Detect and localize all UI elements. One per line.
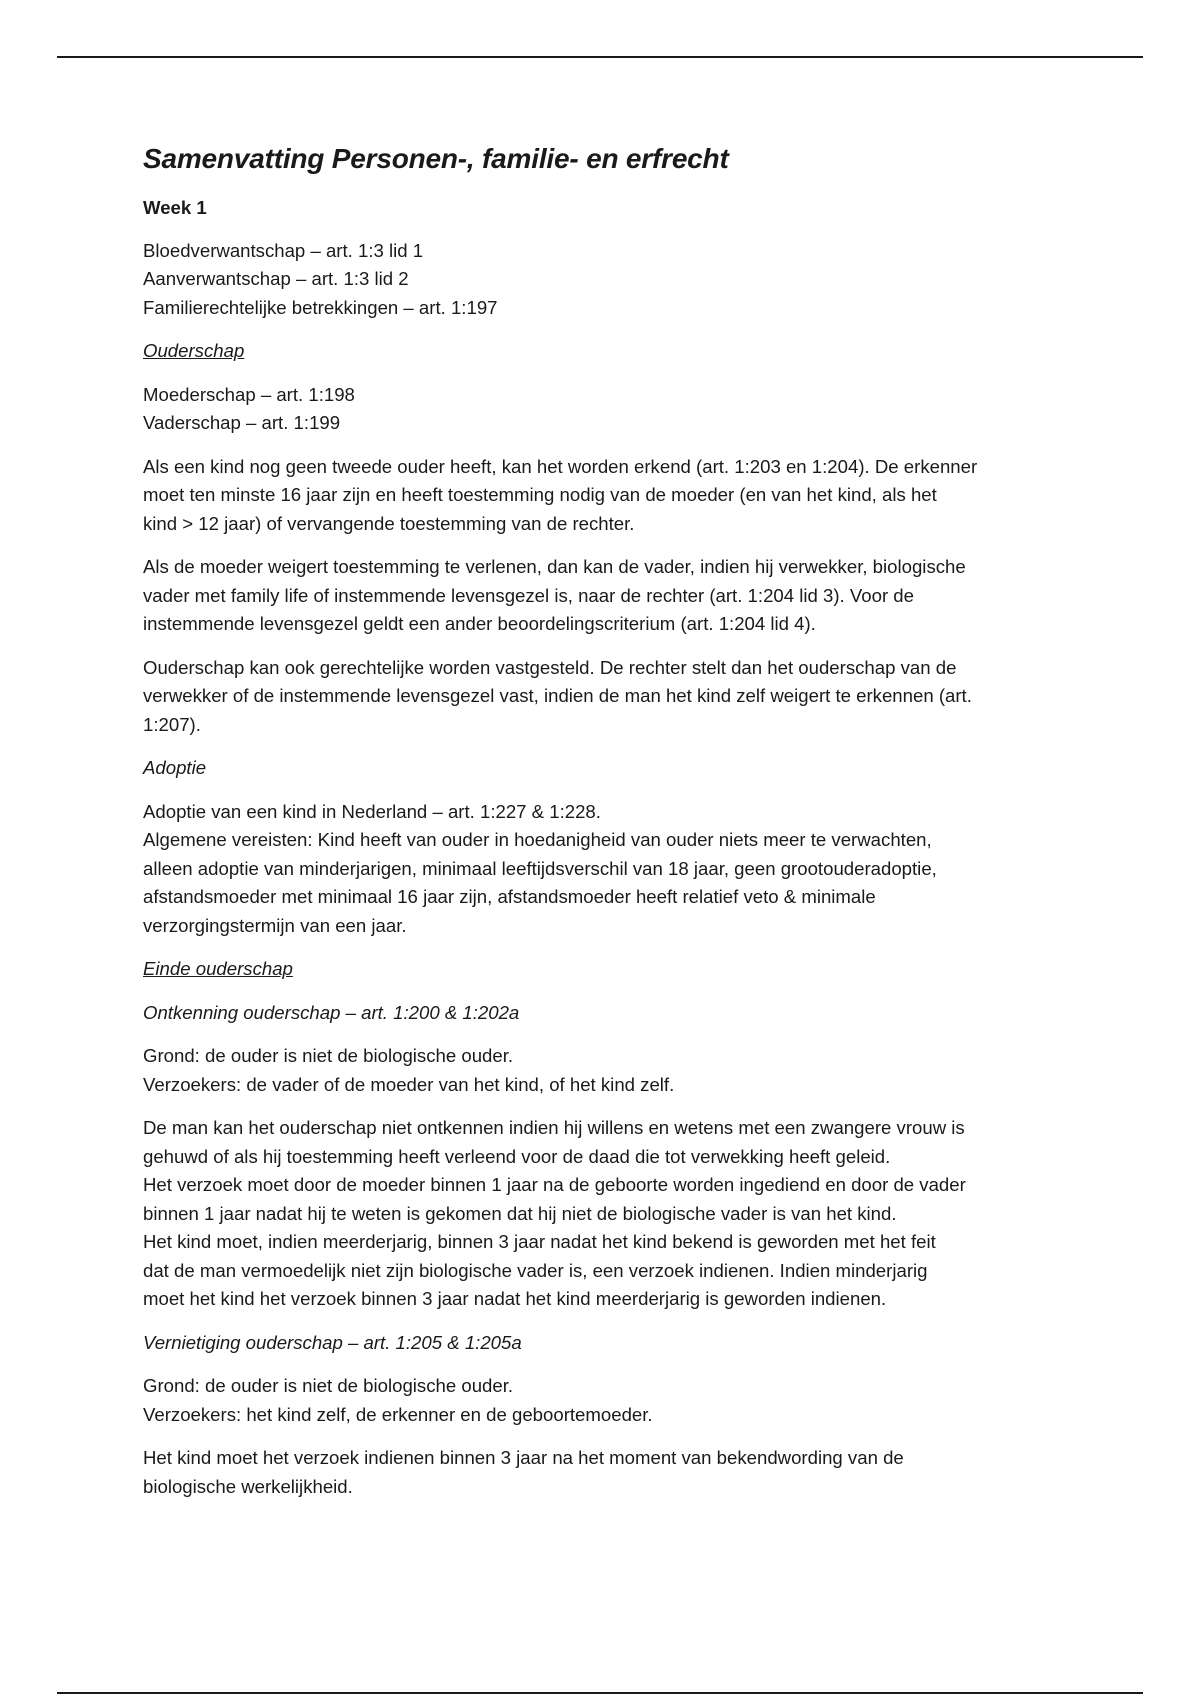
text-line: 1:207). (143, 713, 201, 735)
subsection-heading-ontkenning: Ontkenning ouderschap – art. 1:200 & 1:202a (143, 1001, 520, 1023)
text-line: verzorgingstermijn van een jaar. (143, 914, 407, 936)
document-body (143, 140, 1073, 1516)
vernietiging-body (143, 1444, 1073, 1501)
week-heading: Week 1 (143, 197, 207, 218)
ouderschap-paragraph-2 (143, 553, 1073, 639)
text-line: Verzoekers: de vader of de moeder van het kind, of het kind zelf. (143, 1073, 675, 1095)
text-line: vader met family life of instemmende levensgezel is, naar de rechter (art. 1:204 lid 3). Voor de (143, 584, 914, 606)
ouderschap-paragraph-1 (143, 453, 1073, 539)
text-line: moet ten minste 16 jaar zijn en heeft toestemming nodig van de moeder (en van het kind, als het (143, 484, 937, 505)
document-title: Samenvatting Personen-, familie- en erfrecht (143, 143, 729, 174)
ontkenning-body (143, 1114, 1073, 1314)
vernietiging-grounds (143, 1372, 1073, 1429)
text-line: Adoptie van een kind in Nederland – art. 1:227 & 1:228. (143, 800, 601, 822)
text-line: instemmende levensgezel geldt een ander beoordelingscriterium (art. 1:204 lid 4). (143, 613, 816, 634)
adoptie-paragraph (143, 798, 1073, 941)
text-line: Moederschap – art. 1:198 (143, 383, 355, 405)
text-line: Als de moeder weigert toestemming te verlenen, dan kan de vader, indien hij verwekker, biologische (143, 556, 966, 577)
text-line: Aanverwantschap – art. 1:3 lid 2 (143, 268, 409, 289)
text-line: moet het kind het verzoek binnen 3 jaar nadat het kind meerderjarig is geworden indienen. (143, 1288, 887, 1309)
text-line: Verzoekers: het kind zelf, de erkenner en de geboortemoeder. (143, 1403, 653, 1425)
text-line: Grond: de ouder is niet de biologische ouder. (143, 1375, 514, 1396)
bottom-rule (57, 1692, 1143, 1694)
text-line: Ouderschap kan ook gerechtelijke worden vastgesteld. De rechter stelt dan het ouderschap van de (143, 656, 957, 678)
text-line: Het kind moet, indien meerderjarig, binnen 3 jaar nadat het kind bekend is geworden met het feit (143, 1231, 936, 1252)
text-line: Bloedverwantschap – art. 1:3 lid 1 (143, 239, 424, 261)
relations-paragraph (143, 237, 1073, 323)
ouderschap-paragraph-3 (143, 654, 1073, 740)
text-line: Vaderschap – art. 1:199 (143, 412, 341, 433)
text-line: Algemene vereisten: Kind heeft van ouder in hoedanigheid van ouder niets meer te verwachten, (143, 829, 932, 850)
ouderschap-articles (143, 381, 1073, 438)
section-heading-einde-ouderschap: Einde ouderschap (143, 958, 293, 979)
ontkenning-grounds (143, 1042, 1073, 1099)
text-line: binnen 1 jaar nadat hij te weten is gekomen dat hij niet de biologische vader is van het kind. (143, 1202, 897, 1224)
text-line: Het kind moet het verzoek indienen binnen 3 jaar na het moment van bekendwording van de (143, 1447, 904, 1468)
text-line: alleen adoptie van minderjarigen, minimaal leeftijdsverschil van 18 jaar, geen grootouderadoptie, (143, 857, 937, 879)
text-line: Familierechtelijke betrekkingen – art. 1:197 (143, 296, 498, 318)
text-line: verwekker of de instemmende levensgezel vast, indien de man het kind zelf weigert te erkennen (art. (143, 685, 972, 706)
section-heading-ouderschap: Ouderschap (143, 340, 245, 361)
text-line: dat de man vermoedelijk niet zijn biologische vader is, een verzoek indienen. Indien minderjarig (143, 1259, 928, 1281)
text-line: De man kan het ouderschap niet ontkennen indien hij willens en wetens met een zwangere vrouw is (143, 1117, 965, 1138)
top-rule (57, 56, 1143, 58)
text-line: gehuwd of als hij toestemming heeft verleend voor de daad die tot verwekking heeft geleid. (143, 1145, 891, 1167)
text-line: Het verzoek moet door de moeder binnen 1 jaar na de geboorte worden ingediend en door de vader (143, 1174, 966, 1195)
text-line: Als een kind nog geen tweede ouder heeft, kan het worden erkend (art. 1:203 en 1:204). De erkenner (143, 455, 978, 477)
text-line: biologische werkelijkheid. (143, 1475, 353, 1497)
text-line: Grond: de ouder is niet de biologische ouder. (143, 1045, 514, 1066)
subsection-heading-vernietiging: Vernietiging ouderschap – art. 1:205 & 1:205a (143, 1331, 522, 1353)
text-line: afstandsmoeder met minimaal 16 jaar zijn, afstandsmoeder heeft relatief veto & minimale (143, 886, 876, 907)
text-line: kind > 12 jaar) of vervangende toestemming van de rechter. (143, 512, 635, 534)
section-heading-adoptie: Adoptie (143, 757, 207, 778)
